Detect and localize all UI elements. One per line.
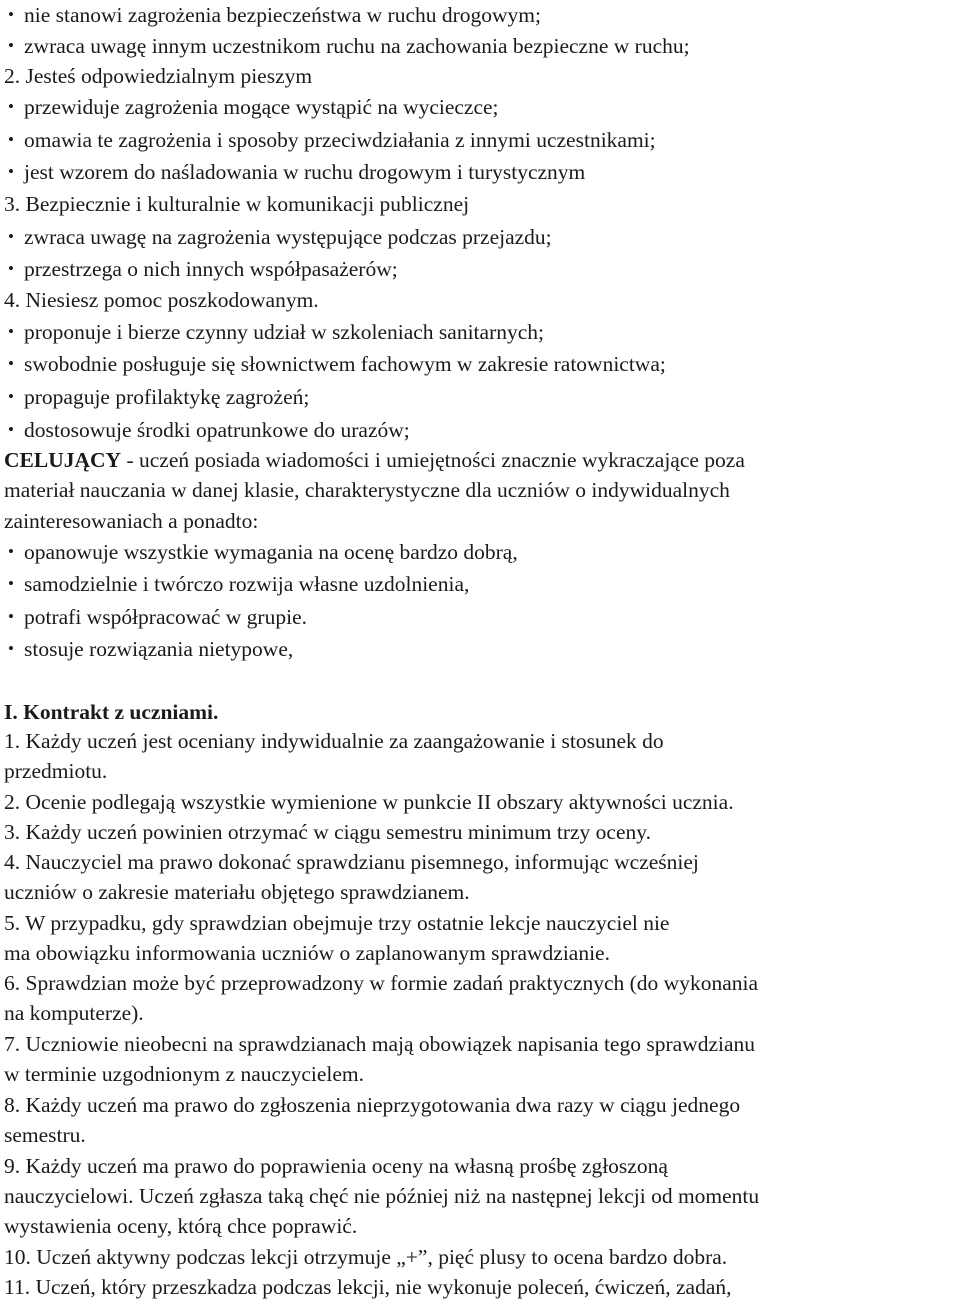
paragraph-line: 3. Każdy uczeń powinien otrzymać w ciągu semestru minimum trzy oceny. (4, 820, 651, 844)
heading-contract: I. Kontrakt z uczniami. (4, 700, 219, 724)
grade-label: CELUJĄCY (4, 448, 122, 472)
section-title: 4. Niesiesz pomoc poszkodowanym. (4, 288, 319, 312)
bullet-icon: • (8, 162, 14, 181)
paragraph-line: przedmiotu. (4, 759, 108, 783)
paragraph-line: ma obowiązku informowania uczniów o zaplanowanym sprawdzianie. (4, 941, 610, 965)
paragraph-line: 7. Uczniowie nieobecni na sprawdzianach mają obowiązek napisania tego sprawdzianu (4, 1032, 756, 1056)
paragraph-line: uczniów o zakresie materiału objętego sprawdzianem. (4, 880, 470, 904)
bullet-icon: • (8, 542, 14, 561)
bullet-icon: • (8, 259, 14, 278)
bullet-icon: • (8, 387, 14, 406)
bullet-icon: • (8, 322, 14, 341)
bullet-icon: • (8, 227, 14, 246)
paragraph-line: 1. Każdy uczeń jest oceniany indywidualnie za zaangażowanie i stosunek do (4, 729, 664, 753)
paragraph-line: 4. Nauczyciel ma prawo dokonać sprawdzianu pisemnego, informując wcześniej (4, 850, 699, 874)
section-title: 3. Bezpiecznie i kulturalnie w komunikacji publicznej (4, 192, 470, 216)
paragraph-line: 10. Uczeń aktywny podczas lekcji otrzymuje „+”, pięć plusy to ocena bardzo dobra. (4, 1245, 728, 1269)
document-page: • nie stanowi zagrożenia bezpieczeństwa w ruchu drogowym; • zwraca uwagę innym uczestnikom ruchu na zachowania bezpieczne w ruchu; 2. Jesteś odpowiedzialnym pieszym • przewiduje zagrożenia mogące wystąpić na wycieczce; • omawia te zagrożenia i sposoby przeciwdziałania z innymi uczestnikami; • jest wzorem do naśladowania w ruchu drogowym i turystycznym 3. Bezpiecznie i kulturalnie w komunikacji publicznej • zwraca uwagę na zagrożenia występujące podczas przejazdu; • przestrzega o nich innych współpasażerów; 4. Niesiesz pomoc poszkodowanym. • proponuje i bierze czynny udział w szkoleniach sanitarnych; • swobodnie posługuje się słownictwem fachowym w zakresie ratownictwa; • propaguje profilaktykę zagrożeń; • dostosowuje środki opatrunkowe do urazów; CELUJĄCY - uczeń posiada wiadomości i umiejętności znacznie wykraczające poza materiał nauczania w danej klasie, charakterystyczne dla uczniów o indywidualnych zainteresowaniach a ponadto: • opanowuje wszystkie wymagania na ocenę bardzo dobrą, • samodzielnie i twórczo rozwija własne uzdolnienia, • potrafi współpracować w grupie. • stosuje rozwiązania nietypowe, I. Kontrakt z uczniami. 1. Każdy uczeń jest oceniany indywidualnie za zaangażowanie i stosunek do przedmiotu. 2. Ocenie podlegają wszystkie wymienione w punkcie II obszary aktywności ucznia. 3. Każdy uczeń powinien otrzymać w ciągu semestru minimum trzy oceny. 4. Nauczyciel ma prawo dokonać sprawdzianu pisemnego, informując wcześniej uczniów o zakresie materiału objętego sprawdzianem. 5. W przypadku, gdy sprawdzian obejmuje trzy ostatnie lekcje nauczyciel nie ma obowiązku informowania uczniów o zaplanowanym sprawdzianie. 6. Sprawdzian może być przeprowadzony w formie zadań praktycznych (do wykonania na komputerze). 7. Uczniowie nieobecni na sprawdzianach mają obowiązek napisania tego sprawdzianu w terminie uzgodnionym z nauczycielem. 8. Każdy uczeń ma prawo do zgłoszenia nieprzygotowania dwa razy w ciągu jednego semestru. 9. Każdy uczeń ma prawo do poprawienia oceny na własną prośbę zgłoszoną nauczycielowi. Uczeń zgłasza taką chęć nie później niż na następnej lekcji od momentu wystawienia oceny, którą chce poprawić. 10. Uczeń aktywny podczas lekcji otrzymuje „+”, pięć plusy to ocena bardzo dobra. 11. Uczeń, który przeszkadza podczas lekcji, nie wykonuje poleceń, ćwiczeń, zadań, (0, 0, 960, 1303)
bullet-icon: • (8, 97, 14, 116)
section-title: 2. Jesteś odpowiedzialnym pieszym (4, 64, 313, 88)
bullet-icon: • (8, 5, 14, 24)
paragraph-line: 9. Każdy uczeń ma prawo do poprawienia oceny na własną prośbę zgłoszoną (4, 1154, 668, 1178)
bullet-icon: • (8, 639, 14, 658)
bullet-icon: • (8, 36, 14, 55)
paragraph-line: nauczycielowi. Uczeń zgłasza taką chęć nie później niż na następnej lekcji od momentu (4, 1184, 760, 1208)
bullet-icon: • (8, 574, 14, 593)
paragraph-line: materiał nauczania w danej klasie, charakterystyczne dla uczniów o indywidualnych (4, 478, 730, 502)
paragraph-line: zainteresowaniach a ponadto: (4, 509, 259, 533)
paragraph-line: 2. Ocenie podlegają wszystkie wymienione w punkcie II obszary aktywności ucznia. (4, 790, 734, 814)
paragraph-line: 6. Sprawdzian może być przeprowadzony w formie zadań praktycznych (do wykonania (4, 971, 759, 995)
bullet-icon: • (8, 607, 14, 626)
bullet-icon: • (8, 130, 14, 149)
paragraph-line: 5. W przypadku, gdy sprawdzian obejmuje trzy ostatnie lekcje nauczyciel nie (4, 911, 670, 935)
bullet-icon: • (8, 420, 14, 439)
paragraph-line: 8. Każdy uczeń ma prawo do zgłoszenia nieprzygotowania dwa razy w ciągu jednego (4, 1093, 741, 1117)
bullet-icon: • (8, 354, 14, 373)
grade-paragraph: CELUJĄCY - uczeń posiada wiadomości i umiejętności znacznie wykraczające poza (4, 448, 745, 472)
paragraph-line: 11. Uczeń, który przeszkadza podczas lekcji, nie wykonuje poleceń, ćwiczeń, zadań, (4, 1275, 732, 1299)
paragraph-line: w terminie uzgodnionym z nauczycielem. (4, 1062, 364, 1086)
paragraph-line: semestru. (4, 1123, 86, 1147)
paragraph-line: wystawienia oceny, którą chce poprawić. (4, 1214, 358, 1238)
paragraph-line: na komputerze). (4, 1001, 144, 1025)
